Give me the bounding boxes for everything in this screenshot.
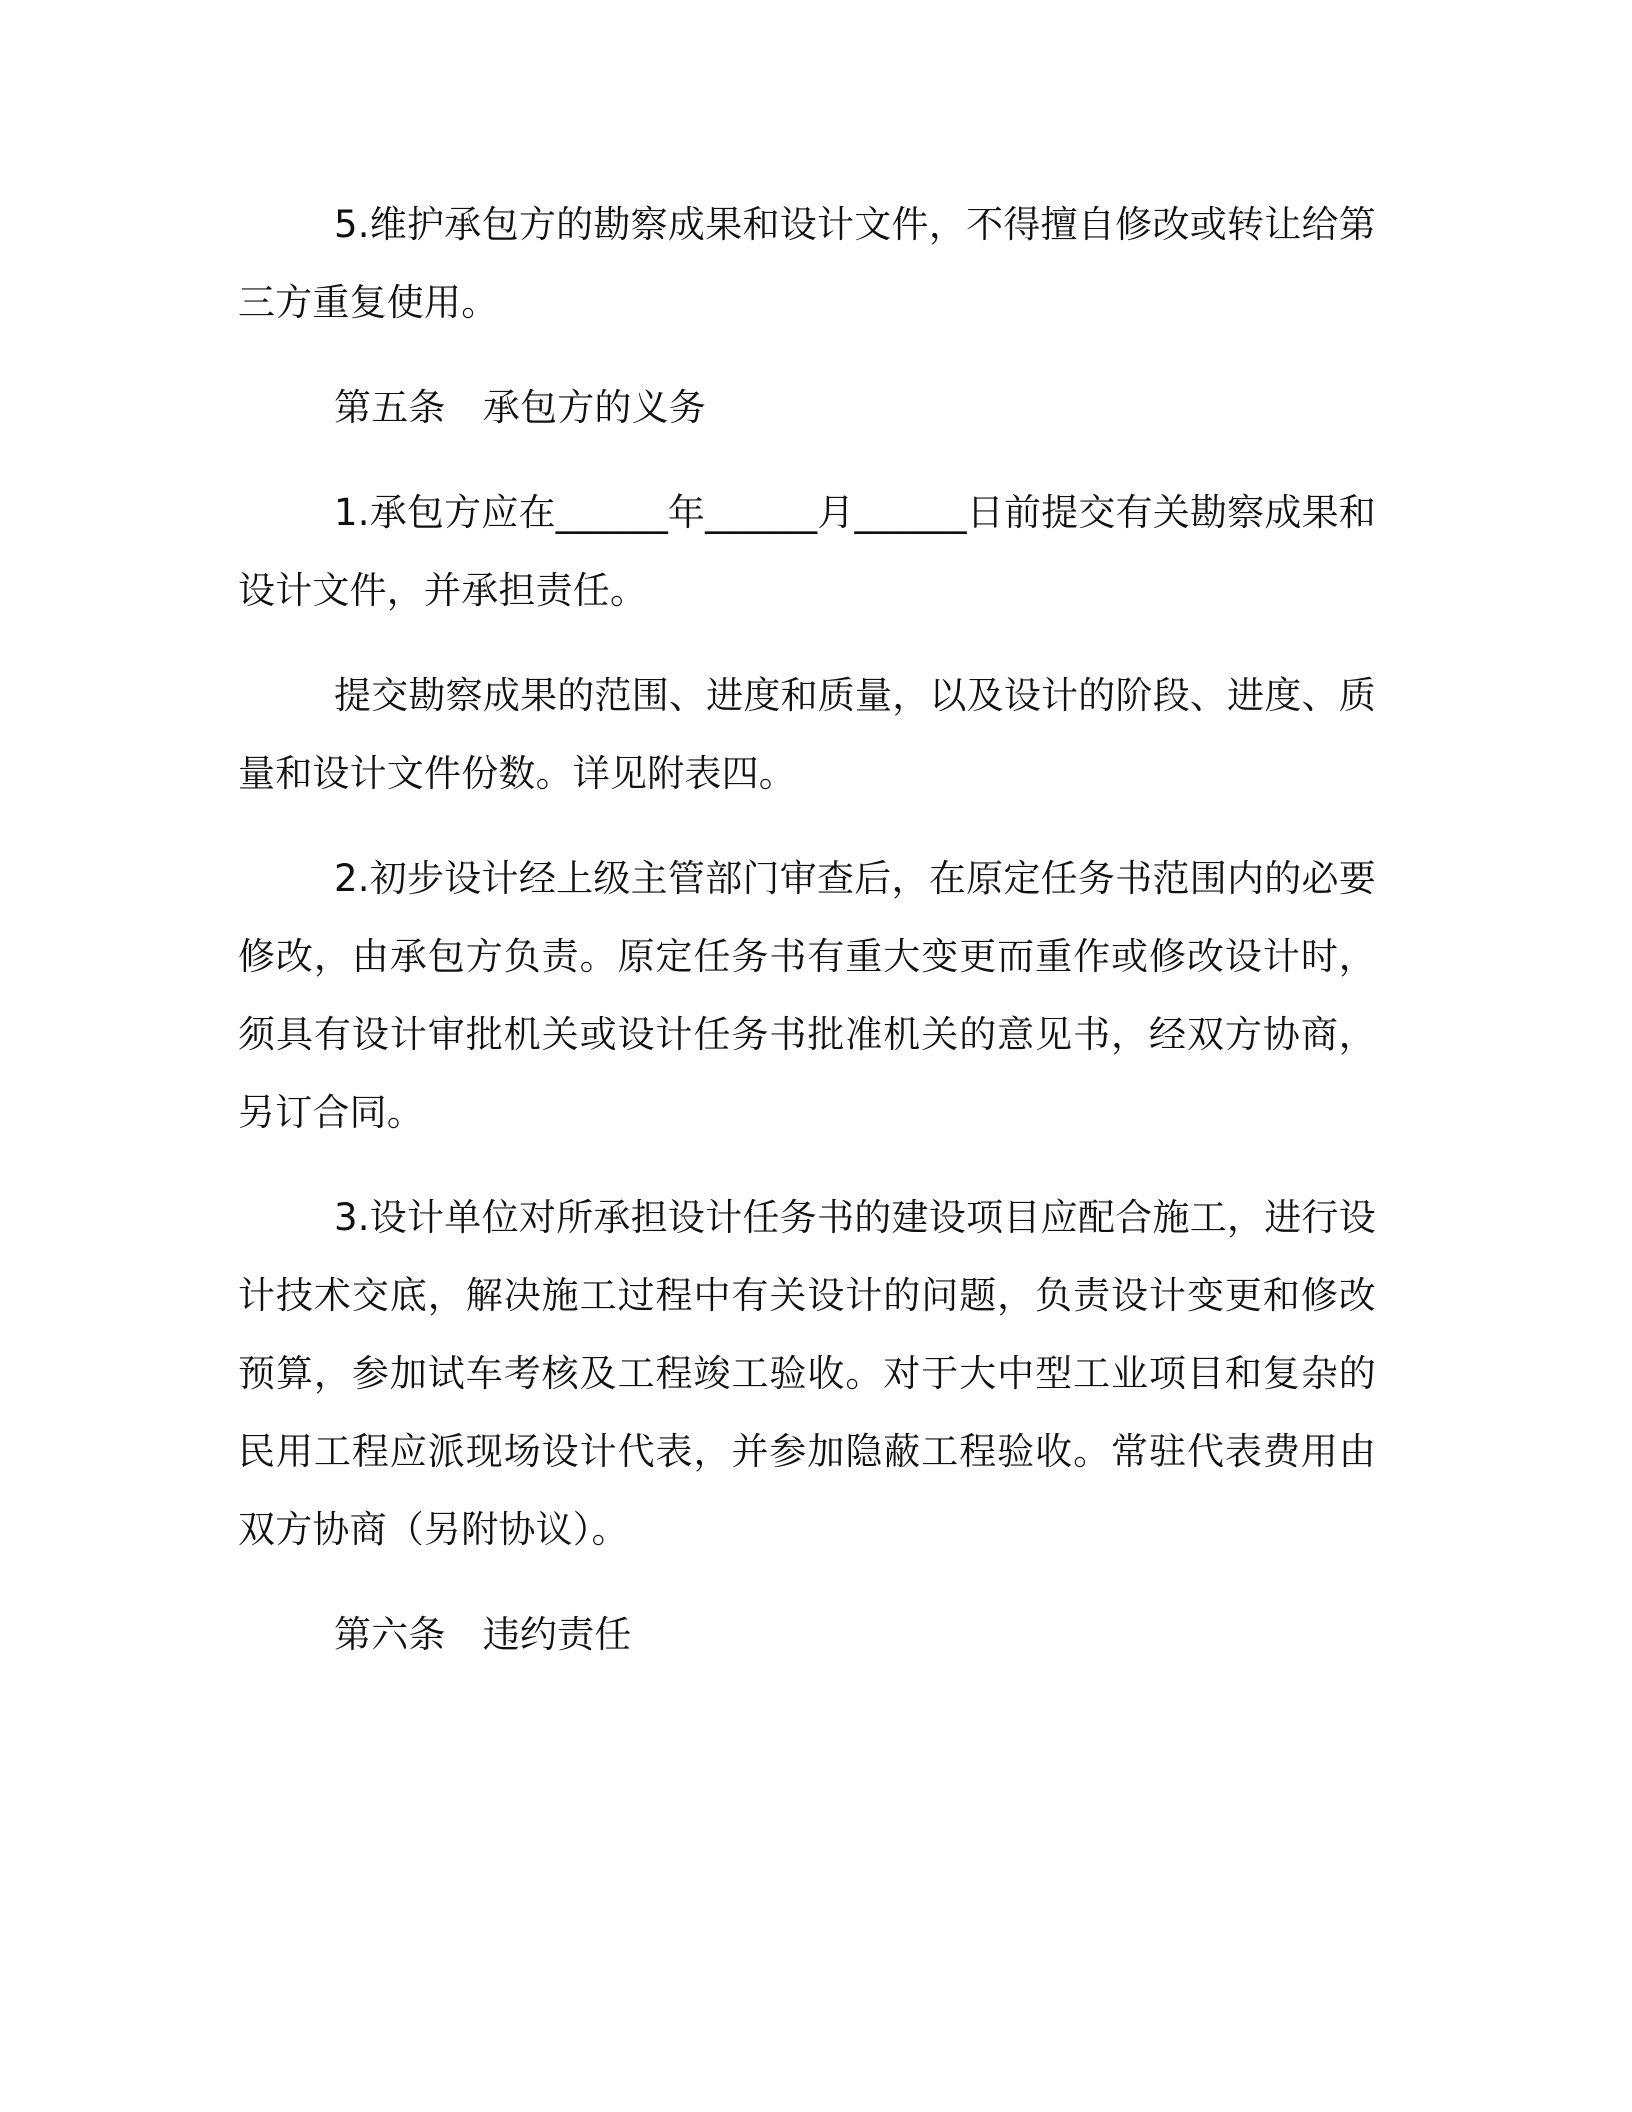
- article-5-heading: 第五条 承包方的义务: [334, 386, 706, 429]
- paragraph-gap: [238, 342, 1376, 369]
- paragraph-clause-5: 5.维护承包方的勘察成果和设计文件，不得擅自修改或转让给第三方重复使用。: [238, 203, 1376, 324]
- paragraph-duty-3: 3.设计单位对所承担设计任务书的建设项目应配合施工，进行设计技术交底，解决施工过程中有关设计的问题，负责设计变更和修改预算，参加试车考核及工程竣工验收。对于大中型工业项目和复杂的民用工程应派现场设计代表，并参加隐蔽工程验收。常驻代表费用由双方协商（另附协议）。: [238, 1196, 1376, 1551]
- paragraph-submission-scope: 提交勘察成果的范围、进度和质量，以及设计的阶段、进度、质量和设计文件份数。详见附表四。: [238, 674, 1376, 795]
- paragraph-gap: [238, 1152, 1376, 1179]
- paragraph-gap: [238, 630, 1376, 657]
- paragraph-gap: [238, 1569, 1376, 1596]
- paragraph-duty-2: 2.初步设计经上级主管部门审查后，在原定任务书范围内的必要修改，由承包方负责。原定任务书有重大变更而重作或修改设计时，须具有设计审批机关或设计任务书批准机关的意见书，经双方协商，另订合同。: [238, 857, 1376, 1134]
- paragraph-gap: [238, 813, 1376, 840]
- article-6-heading: 第六条 违约责任: [334, 1613, 632, 1656]
- document-body: [238, 186, 1376, 1674]
- paragraph-duty-1: 1.承包方应在______年______月______日前提交有关勘察成果和设计文件，并承担责任。: [238, 491, 1376, 612]
- paragraph-gap: [238, 447, 1376, 474]
